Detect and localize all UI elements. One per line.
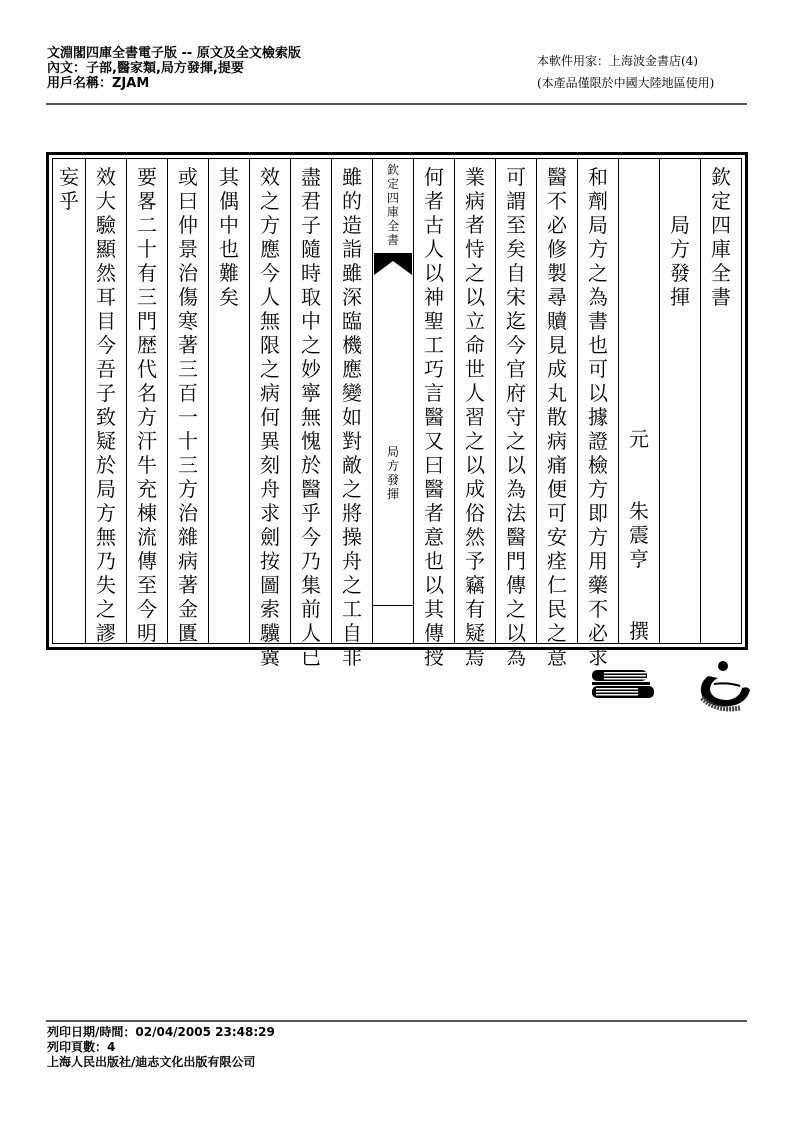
glyph: 要	[137, 165, 157, 189]
glyph: 四	[711, 213, 731, 237]
glyph: 深	[342, 285, 362, 309]
glyph: 以	[588, 381, 608, 405]
glyph: 謬	[96, 621, 116, 645]
glyph: 方	[178, 477, 198, 501]
glyph: 自	[506, 261, 526, 285]
glyph: 可	[547, 501, 567, 525]
glyph: 限	[260, 333, 280, 357]
glyph: 二	[137, 213, 157, 237]
glyph: 病	[260, 381, 280, 405]
glyph: 至	[137, 573, 157, 597]
glyph: 見	[547, 333, 567, 357]
glyph: 自	[342, 621, 362, 645]
glyph: 世	[465, 357, 485, 381]
glyph: 也	[219, 237, 239, 261]
glyph: 然	[96, 261, 116, 285]
glyph: 醫	[547, 165, 567, 189]
center-glyph: 全	[386, 219, 399, 233]
glyph: 聖	[424, 309, 444, 333]
glyph: 痛	[547, 453, 567, 477]
glyph: 震	[629, 523, 649, 548]
glyph: 之	[342, 573, 362, 597]
glyph: 立	[465, 309, 485, 333]
glyph: 可	[588, 357, 608, 381]
glyph: 者	[465, 213, 485, 237]
glyph: 寒	[178, 309, 198, 333]
glyph: 也	[588, 333, 608, 357]
glyph: 者	[424, 501, 444, 525]
glyph: 圖	[260, 573, 280, 597]
glyph: 贖	[547, 309, 567, 333]
glyph: 效	[96, 165, 116, 189]
footer-divider	[46, 1020, 747, 1022]
glyph: 之	[260, 357, 280, 381]
center-glyph: 四	[386, 191, 399, 205]
glyph: 和	[588, 165, 608, 189]
glyph: 應	[342, 357, 362, 381]
glyph: 致	[96, 405, 116, 429]
glyph: 之	[260, 189, 280, 213]
glyph: 詣	[342, 237, 362, 261]
glyph: 今	[260, 261, 280, 285]
glyph: 藥	[588, 573, 608, 597]
glyph: 傳	[137, 549, 157, 573]
glyph: 迄	[506, 309, 526, 333]
publisher-logos	[590, 660, 760, 715]
glyph: 妄	[59, 165, 79, 189]
glyph: 方	[96, 501, 116, 525]
book-stack-logo-icon	[592, 670, 654, 698]
glyph: 已	[301, 645, 321, 669]
glyph: 之	[465, 429, 485, 453]
glyph: 局	[670, 213, 690, 237]
glyph: 著	[178, 573, 198, 597]
glyph: 予	[465, 549, 485, 573]
glyph: 書	[711, 285, 731, 309]
glyph: 為	[588, 285, 608, 309]
glyph: 大	[96, 189, 116, 213]
glyph: 牛	[137, 453, 157, 477]
glyph: 局	[588, 213, 608, 237]
center-glyph: 定	[386, 177, 399, 191]
text-column-c17	[53, 159, 85, 643]
glyph: 至	[506, 213, 526, 237]
glyph: 方	[260, 213, 280, 237]
glyph: 棟	[137, 501, 157, 525]
glyph: 人	[465, 381, 485, 405]
glyph: 檢	[588, 453, 608, 477]
glyph: 矣	[219, 285, 239, 309]
glyph: 之	[465, 261, 485, 285]
region-notice: (本產品僅限於中國大陸地區使用)	[537, 76, 715, 90]
glyph: 散	[547, 405, 567, 429]
text-column-c7	[454, 159, 495, 669]
glyph: 集	[301, 573, 321, 597]
glyph: 庫	[711, 237, 731, 261]
glyph: 法	[506, 501, 526, 525]
glyph: 操	[342, 525, 362, 549]
fishtail-mark-icon	[374, 253, 412, 275]
glyph: 方	[588, 237, 608, 261]
glyph: 竊	[465, 573, 485, 597]
glyph: 尋	[547, 285, 567, 309]
center-divider	[373, 605, 413, 606]
glyph: 神	[424, 285, 444, 309]
glyph: 君	[301, 189, 321, 213]
glyph: 無	[96, 525, 116, 549]
glyph: 偶	[219, 189, 239, 213]
header-username: 用戶名稱：ZJAM	[47, 76, 150, 91]
glyph: 畧	[137, 189, 157, 213]
text-column-c12	[249, 159, 290, 669]
text-column-c16	[85, 159, 126, 643]
glyph: 習	[465, 405, 485, 429]
glyph: 言	[424, 381, 444, 405]
glyph: 之	[506, 429, 526, 453]
glyph: 以	[465, 285, 485, 309]
glyph: 命	[465, 333, 485, 357]
glyph: 局	[96, 477, 116, 501]
glyph: 妙	[301, 357, 321, 381]
glyph: 之	[301, 333, 321, 357]
glyph: 傳	[506, 573, 526, 597]
glyph: 異	[260, 429, 280, 453]
glyph: 或	[178, 165, 198, 189]
glyph: 冀	[260, 645, 280, 669]
glyph: 三	[137, 285, 157, 309]
text-column-c13	[208, 159, 249, 643]
glyph: 揮	[670, 285, 690, 309]
center-column	[372, 159, 413, 643]
glyph: 曰	[424, 453, 444, 477]
center-glyph: 庫	[386, 205, 399, 219]
glyph: 乎	[301, 501, 321, 525]
glyph: 驥	[260, 621, 280, 645]
glyph: 明	[137, 621, 157, 645]
glyph: 修	[547, 237, 567, 261]
glyph: 顯	[96, 237, 116, 261]
glyph: 一	[178, 405, 198, 429]
glyph: 疑	[96, 429, 116, 453]
glyph: 治	[178, 261, 198, 285]
glyph: 欽	[711, 165, 731, 189]
glyph: 乎	[59, 189, 79, 213]
glyph: 有	[465, 597, 485, 621]
glyph: 病	[178, 549, 198, 573]
glyph: 十	[178, 429, 198, 453]
glyph: 疑	[465, 621, 485, 645]
glyph: 醫	[506, 525, 526, 549]
glyph: 恃	[465, 237, 485, 261]
footer	[47, 1025, 275, 1070]
text-columns	[52, 158, 742, 669]
glyph: 機	[342, 333, 362, 357]
header-title: 文淵閣四庫全書電子版 -- 原文及全文檢索版	[47, 46, 301, 61]
glyph: 方	[588, 477, 608, 501]
glyph: 方	[137, 405, 157, 429]
glyph: 雖	[342, 261, 362, 285]
glyph: 治	[178, 501, 198, 525]
glyph: 書	[588, 309, 608, 333]
glyph: 府	[506, 381, 526, 405]
glyph: 今	[137, 597, 157, 621]
print-page-count: 列印頁數：4	[47, 1040, 116, 1054]
glyph: 匱	[178, 621, 198, 645]
glyph: 子	[96, 381, 116, 405]
center-glyph: 揮	[386, 487, 399, 501]
glyph: 非	[342, 645, 362, 669]
glyph: 寧	[301, 381, 321, 405]
glyph: 雜	[178, 525, 198, 549]
header-left	[47, 46, 301, 91]
print-datetime: 列印日期/時間：02/04/2005 23:48:29	[47, 1025, 275, 1039]
glyph: 便	[547, 477, 567, 501]
glyph: 何	[424, 165, 444, 189]
glyph: 的	[342, 189, 362, 213]
glyph: 門	[137, 309, 157, 333]
glyph: 何	[260, 405, 280, 429]
glyph: 如	[342, 405, 362, 429]
glyph: 前	[301, 597, 321, 621]
glyph: 成	[465, 477, 485, 501]
glyph: 造	[342, 213, 362, 237]
glyph: 痊	[547, 549, 567, 573]
glyph: 古	[424, 213, 444, 237]
glyph: 必	[547, 213, 567, 237]
glyph: 醫	[301, 477, 321, 501]
glyph: 亨	[629, 547, 649, 572]
glyph: 方	[670, 237, 690, 261]
glyph: 也	[424, 549, 444, 573]
glyph: 求	[588, 645, 608, 669]
glyph: 十	[137, 237, 157, 261]
glyph: 業	[465, 165, 485, 189]
glyph: 全	[711, 261, 731, 285]
glyph: 用	[588, 549, 608, 573]
glyph: 之	[506, 597, 526, 621]
center-glyph: 發	[386, 473, 399, 487]
glyph: 為	[506, 477, 526, 501]
text-column-c1	[700, 159, 741, 643]
glyph: 不	[547, 189, 567, 213]
glyph: 之	[547, 621, 567, 645]
center-glyph: 局	[386, 445, 399, 459]
glyph: 三	[178, 357, 198, 381]
glyph: 無	[301, 405, 321, 429]
glyph: 代	[137, 357, 157, 381]
glyph: 其	[219, 165, 239, 189]
glyph: 變	[342, 381, 362, 405]
glyph: 即	[588, 501, 608, 525]
glyph: 刻	[260, 453, 280, 477]
glyph: 按	[260, 549, 280, 573]
glyph: 曰	[178, 189, 198, 213]
glyph: 子	[301, 213, 321, 237]
glyph: 宋	[506, 285, 526, 309]
glyph: 意	[424, 525, 444, 549]
glyph: 雖	[342, 165, 362, 189]
glyph: 舟	[260, 477, 280, 501]
glyph: 歴	[137, 333, 157, 357]
glyph: 目	[96, 309, 116, 333]
glyph: 充	[137, 477, 157, 501]
glyph: 定	[711, 189, 731, 213]
glyph: 意	[547, 645, 567, 669]
glyph: 名	[137, 381, 157, 405]
glyph: 醫	[424, 405, 444, 429]
header-content-path: 內文：子部,醫家類,局方發揮,提要	[47, 61, 244, 76]
glyph: 求	[260, 501, 280, 525]
center-title	[381, 445, 405, 501]
glyph: 傷	[178, 285, 198, 309]
glyph: 其	[424, 597, 444, 621]
glyph: 於	[301, 453, 321, 477]
text-column-c11	[290, 159, 331, 669]
publisher-credit: 上海人民出版社/迪志文化出版有限公司	[47, 1055, 256, 1069]
glyph: 三	[178, 453, 198, 477]
glyph: 索	[260, 597, 280, 621]
glyph: 乃	[301, 549, 321, 573]
glyph: 盡	[301, 165, 321, 189]
glyph: 耳	[96, 285, 116, 309]
glyph: 然	[465, 525, 485, 549]
glyph: 將	[342, 501, 362, 525]
glyph: 俗	[465, 501, 485, 525]
glyph: 人	[301, 621, 321, 645]
glyph: 病	[465, 189, 485, 213]
glyph: 應	[260, 237, 280, 261]
glyph: 劍	[260, 525, 280, 549]
glyph: 者	[424, 189, 444, 213]
glyph: 劑	[588, 189, 608, 213]
text-column-c14	[167, 159, 208, 643]
glyph: 又	[424, 429, 444, 453]
glyph: 舟	[342, 549, 362, 573]
glyph: 工	[424, 333, 444, 357]
glyph: 之	[96, 597, 116, 621]
glyph: 中	[219, 213, 239, 237]
glyph: 流	[137, 525, 157, 549]
glyph: 仲	[178, 213, 198, 237]
brush-logo-icon	[701, 661, 750, 709]
glyph: 發	[670, 261, 690, 285]
glyph: 安	[547, 525, 567, 549]
glyph: 乃	[96, 549, 116, 573]
glyph: 傳	[424, 621, 444, 645]
glyph: 臨	[342, 309, 362, 333]
glyph: 以	[424, 261, 444, 285]
glyph: 謂	[506, 189, 526, 213]
glyph: 不	[588, 597, 608, 621]
glyph: 病	[547, 429, 567, 453]
glyph: 丸	[547, 381, 567, 405]
glyph: 方	[588, 525, 608, 549]
glyph: 汗	[137, 429, 157, 453]
glyph: 效	[260, 165, 280, 189]
glyph: 為	[506, 645, 526, 669]
text-column-c8	[413, 159, 454, 669]
page-frame	[46, 152, 748, 669]
glyph: 景	[178, 237, 198, 261]
glyph: 金	[178, 597, 198, 621]
header-right	[537, 50, 714, 94]
glyph: 驗	[96, 213, 116, 237]
glyph: 證	[588, 429, 608, 453]
glyph: 敵	[342, 453, 362, 477]
glyph: 焉	[465, 645, 485, 669]
glyph: 成	[547, 357, 567, 381]
glyph: 據	[588, 405, 608, 429]
glyph: 仁	[547, 573, 567, 597]
glyph: 以	[506, 453, 526, 477]
glyph: 以	[465, 453, 485, 477]
glyph: 人	[424, 237, 444, 261]
glyph: 人	[260, 285, 280, 309]
text-column-c10	[331, 159, 372, 669]
glyph: 著	[178, 333, 198, 357]
glyph: 醫	[424, 477, 444, 501]
glyph: 無	[260, 309, 280, 333]
text-column-c3	[618, 159, 659, 643]
glyph: 失	[96, 573, 116, 597]
glyph: 必	[588, 621, 608, 645]
glyph: 取	[301, 285, 321, 309]
glyph: 隨	[301, 237, 321, 261]
glyph: 朱	[629, 499, 649, 524]
glyph: 有	[137, 261, 157, 285]
glyph: 今	[96, 333, 116, 357]
glyph: 之	[588, 261, 608, 285]
glyph: 元	[629, 427, 649, 452]
glyph: 工	[342, 597, 362, 621]
glyph: 民	[547, 597, 567, 621]
glyph: 門	[506, 549, 526, 573]
glyph: 百	[178, 381, 198, 405]
text-column-c15	[126, 159, 167, 643]
glyph: 今	[301, 525, 321, 549]
glyph: 時	[301, 261, 321, 285]
glyph: 對	[342, 429, 362, 453]
license-holder: 本軟件用家：上海波金書店(4)	[537, 54, 698, 68]
text-column-c4	[577, 159, 618, 669]
glyph: 今	[506, 333, 526, 357]
glyph: 以	[424, 573, 444, 597]
glyph: 難	[219, 261, 239, 285]
glyph: 官	[506, 357, 526, 381]
center-glyph: 書	[386, 233, 399, 247]
text-column-c6	[495, 159, 536, 669]
glyph: 授	[424, 645, 444, 669]
glyph: 於	[96, 453, 116, 477]
glyph: 中	[301, 309, 321, 333]
center-glyph: 方	[386, 459, 399, 473]
glyph: 吾	[96, 357, 116, 381]
text-column-c2	[659, 159, 700, 643]
glyph: 以	[506, 621, 526, 645]
header-divider	[46, 103, 747, 105]
glyph: 愧	[301, 429, 321, 453]
glyph: 之	[342, 477, 362, 501]
center-glyph: 欽	[386, 163, 399, 177]
text-column-c5	[536, 159, 577, 669]
glyph: 製	[547, 261, 567, 285]
glyph: 守	[506, 405, 526, 429]
glyph: 巧	[424, 357, 444, 381]
glyph: 矣	[506, 237, 526, 261]
glyph: 可	[506, 165, 526, 189]
glyph: 撰	[629, 618, 649, 643]
